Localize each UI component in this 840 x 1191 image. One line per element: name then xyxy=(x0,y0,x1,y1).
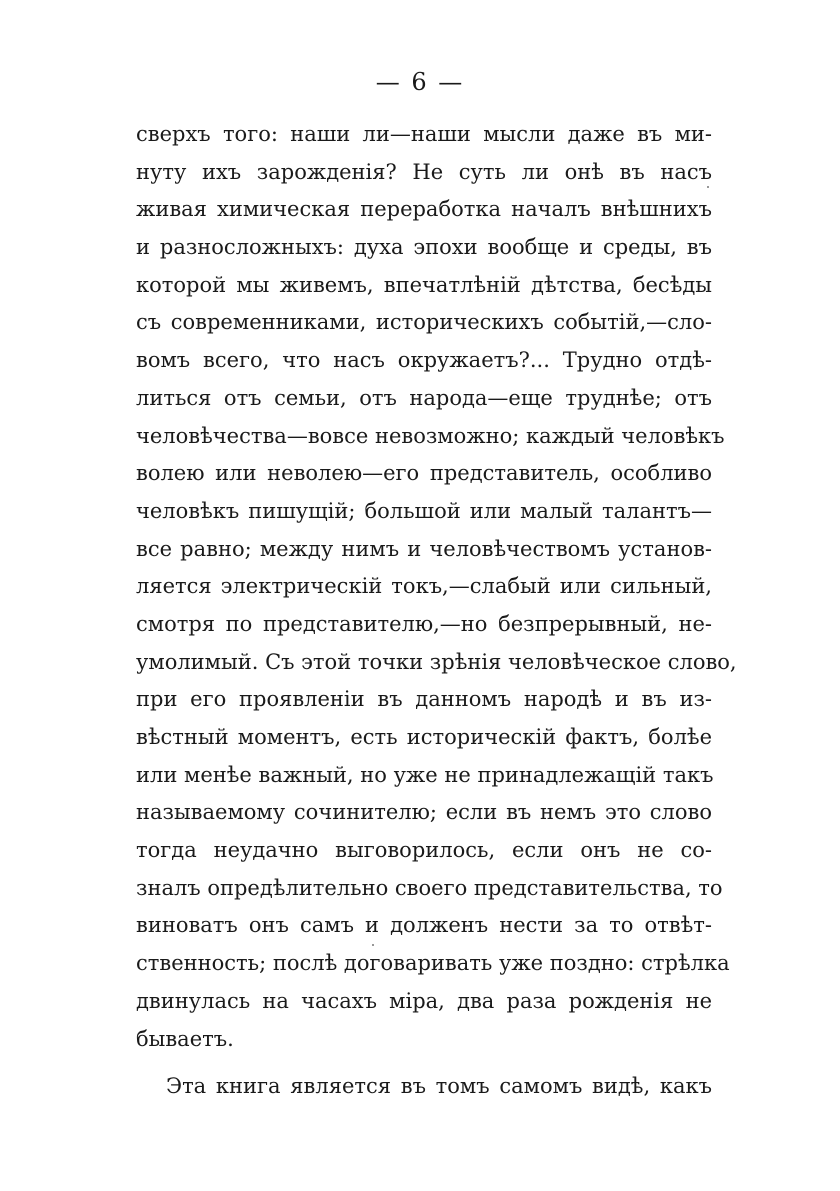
text-line: или менѣе важный, но уже не принадлежащій такъ xyxy=(136,762,714,787)
text-line: которой мы живемъ, впечатлѣній дѣтства, бесѣды xyxy=(136,272,712,297)
text-line: ственность; послѣ договаривать уже поздно: стрѣлка xyxy=(136,951,730,976)
text-line: сверхъ того: наши ли—наши мысли даже въ ми- xyxy=(136,122,712,146)
text-line: Эта книга является въ томъ самомъ видѣ, какъ xyxy=(166,1074,712,1099)
text-line: все равно; между нимъ и человѣчествомъ установ- xyxy=(136,536,712,561)
text-line: тогда неудачно выговорилось, если онъ не со- xyxy=(136,838,712,863)
text-line: называемому сочинителю; если въ немъ это слово xyxy=(136,800,712,825)
body-text xyxy=(136,116,737,1106)
paper-speck xyxy=(372,944,374,946)
text-line: ляется электрическій токъ,—слабый или сильный, xyxy=(136,574,712,599)
text-line: и разносложныхъ: духа эпохи вообще и среды, въ xyxy=(136,235,712,260)
text-line: умолимый. Съ этой точки зрѣнія человѣческое слово, xyxy=(136,649,737,674)
text-line: живая химическая переработка началъ внѣшнихъ xyxy=(136,197,712,222)
text-line: литься отъ семьи, отъ народа—еще труднѣе; отъ xyxy=(136,385,712,410)
text-line: нуту ихъ зарожденія? Не суть ли онѣ въ насъ xyxy=(136,159,712,184)
text-line: виноватъ онъ самъ и долженъ нести за то отвѣт- xyxy=(136,913,712,938)
text-line: двинулась на часахъ міра, два раза рожденія не xyxy=(136,988,712,1013)
paragraph xyxy=(136,1068,712,1106)
paragraph xyxy=(136,116,737,1058)
text-line: волею или неволею—его представитель, особливо xyxy=(136,461,712,486)
page-number: — 6 — xyxy=(375,68,465,96)
text-line: вѣстный моментъ, есть историческій фактъ, болѣе xyxy=(136,725,712,749)
text-line: съ современниками, историческихъ событій,—сло- xyxy=(136,310,712,335)
text-line: при его проявленіи въ данномъ народѣ и въ из- xyxy=(136,687,712,712)
text-line: смотря по представителю,—но безпрерывный, не- xyxy=(136,611,712,636)
paper-speck xyxy=(707,186,709,188)
paragraph-gap xyxy=(136,1058,712,1068)
text-line: человѣчества—вовсе невозможно; каждый человѣкъ xyxy=(136,423,725,448)
text-line: зналъ опредѣлительно своего представительства, то xyxy=(136,875,723,900)
text-line: вомъ всего, что насъ окружаетъ?... Трудно отдѣ- xyxy=(136,348,712,373)
text-line: бываетъ. xyxy=(136,1026,234,1051)
text-line: человѣкъ пишущій; большой или малый талантъ— xyxy=(136,498,712,523)
